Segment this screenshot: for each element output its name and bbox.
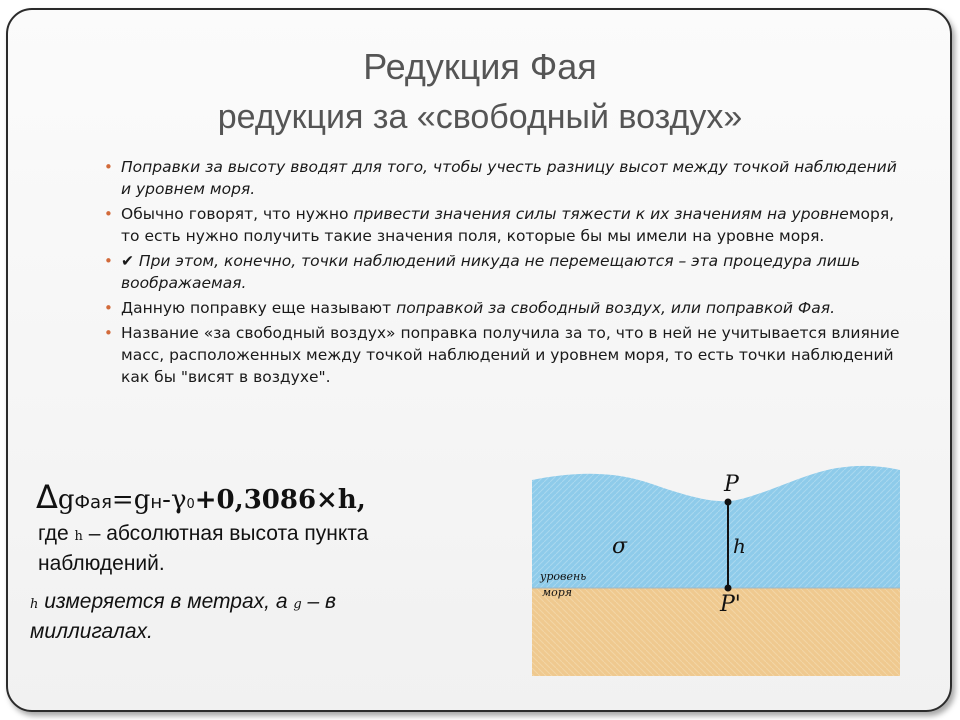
bullet-text: Данную поправку еще называют [121, 299, 397, 317]
bullet-item [104, 297, 904, 319]
where-prefix: где [38, 522, 75, 545]
label-sea-level-2: моря [542, 586, 573, 599]
label-sigma: σ [612, 534, 628, 559]
label-p-prime: P' [720, 592, 741, 617]
units-h: h [30, 597, 39, 612]
slide-subtitle: редукция за «свободный воздух» [217, 98, 743, 136]
bullet-text: чтобы учесть разницу высот между точкой наблюдений и уровнем моря. [121, 158, 897, 198]
units-note [30, 588, 336, 645]
bullet-text: привести значения силы тяжести к их значениям на уровне [353, 205, 849, 223]
ground-layer [532, 588, 900, 676]
bullet-text: Название «за свободный воздух» поправка получила за то, что в ней не учитывается влияние масс, расположенных между точкой наблюдений и уровнем моря, то есть точки наблюдений как бы "висят в воздухе". [121, 324, 900, 386]
bullet-text: Поправки за высоту вводят для того, [121, 158, 428, 176]
units-text: измеряется в метрах, а [38, 590, 294, 613]
where-line2: наблюдений. [38, 552, 165, 575]
formula-subscript: Фая [74, 492, 112, 513]
bullet-list [104, 156, 904, 391]
formula-minus: - [162, 485, 171, 515]
bullet-item [104, 156, 904, 200]
formula-g: g [133, 485, 151, 515]
bullet-text: Обычно говорят, что нужно [121, 205, 354, 223]
where-text: – абсолютная высота пункта [82, 522, 369, 545]
point-p [725, 499, 732, 506]
formula-term: +0,3086×h, [194, 485, 366, 515]
bullet-item [104, 322, 904, 388]
formula-gamma: γ [170, 485, 187, 515]
bullet-item [104, 203, 904, 247]
bullet-text: ✔ При этом, конечно, точки наблюдений никуда не перемещаются – эта процедура лишь воображаемая. [121, 252, 861, 292]
air-layer [532, 466, 900, 588]
units-line2: миллигалах. [30, 620, 153, 643]
label-sea-level: уровень [540, 570, 587, 583]
formula-equals: = [111, 485, 134, 515]
formula-delta: Δ [36, 478, 58, 516]
units-g: g [293, 597, 302, 612]
free-air-diagram [532, 464, 900, 676]
slide-title: Редукция Фая [363, 46, 597, 87]
formula-subscript: н [150, 492, 163, 513]
formula-subscript: 0 [186, 497, 195, 512]
bullet-text: поправкой за свободный воздух, или поправкой Фая. [396, 299, 835, 317]
where-h: h [74, 529, 83, 544]
bullet-item [104, 250, 904, 294]
label-p: P [724, 472, 739, 497]
formula-g: g [57, 485, 75, 515]
diagram-svg [532, 464, 900, 676]
faye-formula [36, 478, 366, 516]
bullet-text: моря, то есть нужно получить такие значения поля, которые бы мы имели на уровне моря. [121, 205, 895, 245]
point-p-prime [725, 585, 732, 592]
label-h: h [733, 534, 746, 558]
units-text: – в [301, 590, 336, 613]
formula-explanation [38, 520, 368, 577]
